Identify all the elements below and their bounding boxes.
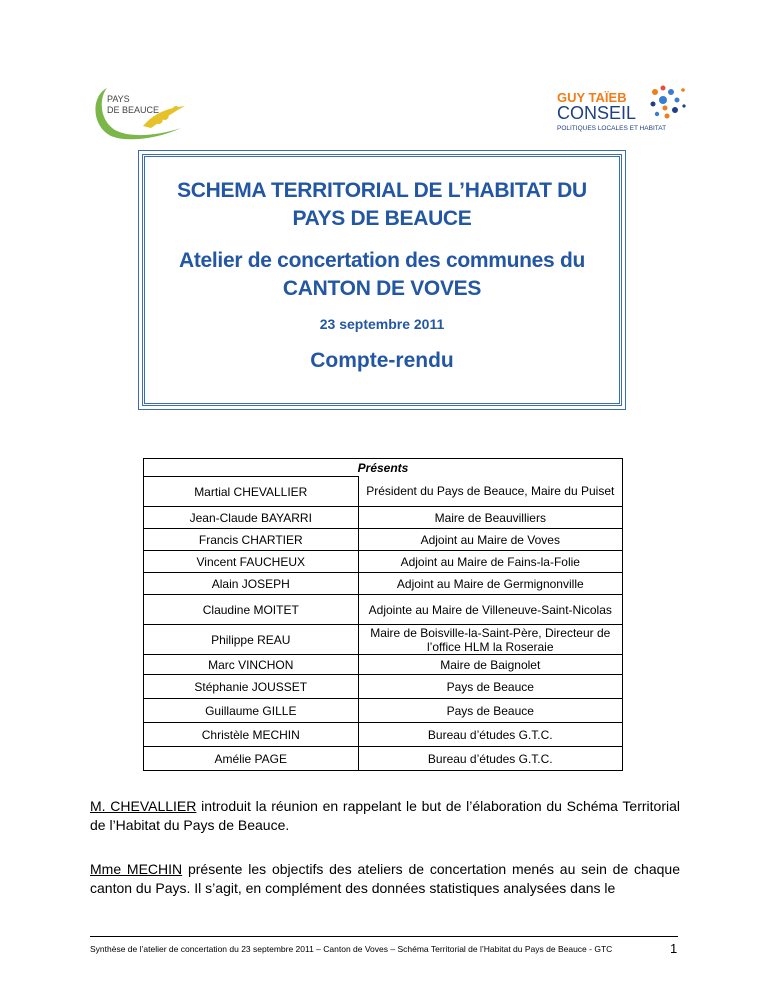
guy-taieb-conseil-logo	[555, 80, 690, 140]
table-row	[144, 723, 623, 747]
attendee-role: Adjointe au Maire de Villeneuve-Saint-Nicolas	[358, 595, 622, 625]
attendee-name: Claudine MOITET	[144, 595, 359, 625]
footer-text: Synthèse de l’atelier de concertation du 23 septembre 2011 – Canton de Voves – Schéma Territorial de l’Habitat du Pays de Beauce - GTC	[90, 944, 613, 954]
pays-de-beauce-logo	[85, 82, 197, 142]
table-row	[144, 699, 623, 723]
logo-right-tagline: POLITIQUES LOCALES ET HABITAT	[557, 125, 667, 132]
speaker-chevallier: M. CHEVALLIER	[90, 798, 197, 814]
logo-left-line2: DE BEAUCE	[107, 105, 160, 115]
attendees-table	[143, 458, 623, 771]
dots-icon	[651, 86, 686, 119]
attendee-name: Guillaume GILLE	[144, 699, 359, 723]
logo-left-line1: PAYS	[107, 94, 130, 104]
attendee-name: Francis CHARTIER	[144, 529, 359, 551]
subtitle-line-1: Atelier de concertation des communes du	[178, 249, 586, 272]
attendee-role: Bureau d’études G.T.C.	[358, 723, 622, 747]
meeting-date: 23 septembre 2011	[319, 316, 445, 332]
speaker-mechin: Mme MECHIN	[90, 861, 183, 877]
attendee-name: Martial CHEVALLIER	[144, 477, 359, 507]
paragraph-intro	[90, 797, 680, 835]
attendee-role: Adjoint au Maire de Voves	[358, 529, 622, 551]
document-type: Compte-rendu	[310, 349, 454, 372]
attendee-role: Maire de Baignolet	[358, 655, 622, 675]
title-line-1: SCHEMA TERRITORIAL DE L’HABITAT DU	[177, 179, 587, 202]
paragraph-intro-text: introduit la réunion en rappelant le but de l’élaboration du Schéma Territorial de l’Habitat du Pays de Beauce.	[90, 798, 681, 833]
attendee-name: Jean-Claude BAYARRI	[144, 507, 359, 529]
attendee-name: Amélie PAGE	[144, 747, 359, 771]
title-line-2: PAYS DE BEAUCE	[292, 207, 472, 230]
logo-right-line1: GUY TAÏEB	[557, 90, 627, 105]
attendee-name: Christèle MECHIN	[144, 723, 359, 747]
footer-divider	[90, 936, 678, 937]
title-box	[142, 154, 622, 406]
paragraph-objectives-text: présente les objectifs des ateliers de concertation menés au sein de chaque canton du Pays. Il s’agit, en complément des données statistiques analysées dans le	[90, 861, 680, 896]
attendee-name: Stéphanie JOUSSET	[144, 675, 359, 699]
attendee-role: Bureau d’études G.T.C.	[358, 747, 622, 771]
logo-right-line2: CONSEIL	[557, 103, 637, 123]
table-row	[144, 655, 623, 675]
paragraph-objectives	[90, 860, 680, 898]
table-row	[144, 625, 623, 655]
attendee-name: Philippe REAU	[144, 625, 359, 655]
subtitle-line-2: CANTON DE VOVES	[282, 277, 482, 300]
attendee-name: Alain JOSEPH	[144, 573, 359, 595]
table-row	[144, 675, 623, 699]
attendee-role: Adjoint au Maire de Germignonville	[358, 573, 622, 595]
table-row	[144, 573, 623, 595]
attendee-role: Maire de Boisville-la-Saint-Père, Directeur de l’office HLM la Roseraie	[358, 625, 622, 655]
attendee-role: Adjoint au Maire de Fains-la-Folie	[358, 551, 622, 573]
attendee-name: Vincent FAUCHEUX	[144, 551, 359, 573]
attendee-role: Président du Pays de Beauce, Maire du Puiset	[358, 477, 622, 507]
table-row	[144, 595, 623, 625]
table-header: Présents	[144, 459, 623, 477]
table-row	[144, 529, 623, 551]
attendee-role: Pays de Beauce	[358, 675, 622, 699]
attendee-role: Maire de Beauvilliers	[358, 507, 622, 529]
table-row	[144, 551, 623, 573]
table-row	[144, 507, 623, 529]
table-row	[144, 477, 623, 507]
attendee-name: Marc VINCHON	[144, 655, 359, 675]
attendee-role: Pays de Beauce	[358, 699, 622, 723]
table-row	[144, 747, 623, 771]
page-number: 1	[670, 941, 678, 956]
table-header-row	[144, 459, 623, 477]
